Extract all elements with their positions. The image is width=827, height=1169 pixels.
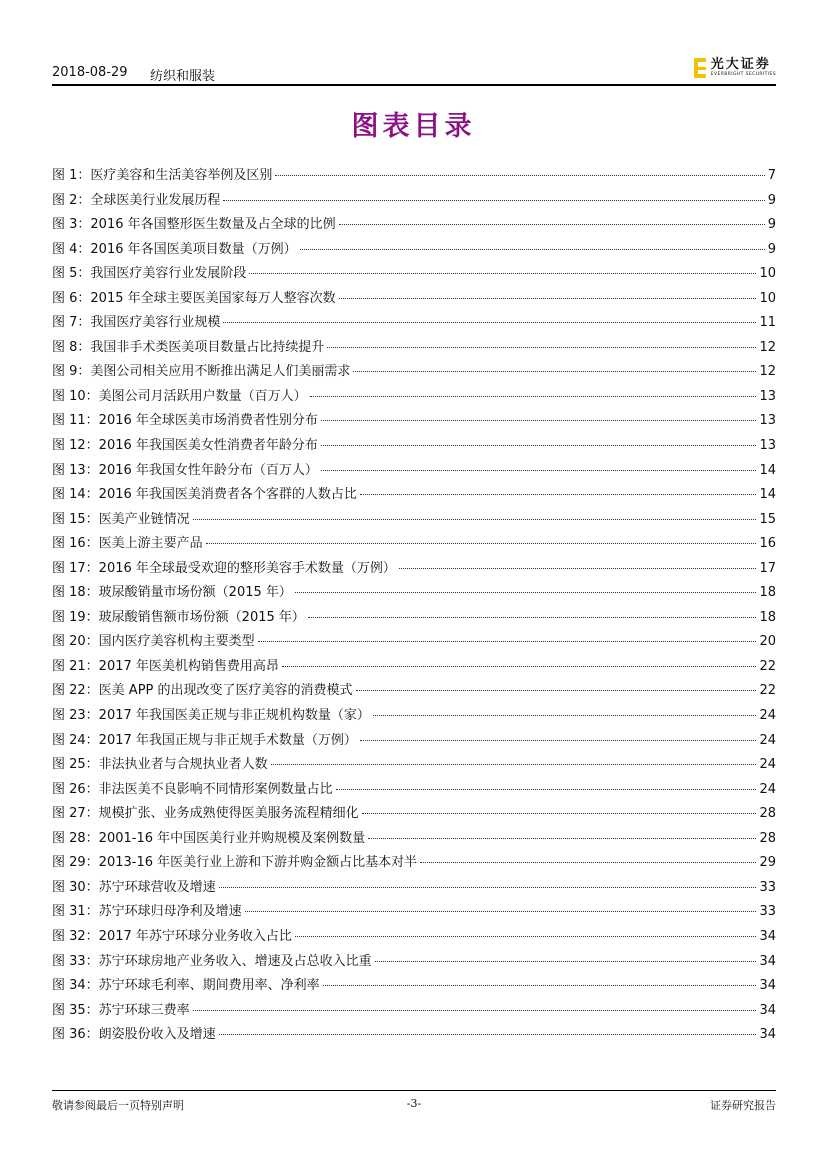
toc-entry-label: 图 2：全球医美行业发展历程 [52, 192, 221, 208]
toc-entry-page: 9 [767, 192, 776, 208]
toc-entry-page: 34 [759, 1027, 776, 1043]
toc-entry[interactable] [52, 827, 776, 852]
toc-entry-label: 图 11：2016 年全球医美市场消费者性别分布 [52, 413, 318, 429]
toc-entry[interactable] [52, 238, 776, 263]
toc-entry[interactable] [52, 778, 776, 803]
toc-entry[interactable] [52, 557, 776, 582]
toc-entry-page: 24 [759, 757, 776, 773]
toc-entry[interactable] [52, 1023, 776, 1048]
toc-dot-leader [339, 224, 765, 225]
toc-dot-leader [353, 371, 756, 372]
toc-dot-leader [271, 764, 757, 765]
toc-entry-label: 图 29：2013-16 年医美行业上游和下游并购金额占比基本对半 [52, 855, 418, 871]
header-divider [52, 84, 776, 86]
toc-entry[interactable] [52, 900, 776, 925]
toc-entry-label: 图 20：国内医疗美容机构主要类型 [52, 634, 255, 650]
toc-entry-page: 18 [759, 609, 776, 625]
toc-entry-page: 18 [759, 585, 776, 601]
toc-entry-page: 34 [759, 978, 776, 994]
toc-entry-label: 图 30：苏宁环球营收及增速 [52, 879, 216, 895]
toc-entry-label: 图 1：医疗美容和生活美容举例及区别 [52, 168, 273, 183]
toc-entry-label: 图 5：我国医疗美容行业发展阶段 [52, 266, 247, 282]
toc-dot-leader [295, 592, 757, 593]
toc-dot-leader [308, 617, 757, 618]
logo-english-name: EVERBRIGHT SECURITIES [710, 72, 776, 78]
toc-entry-page: 24 [759, 708, 776, 724]
toc-entry[interactable] [52, 729, 776, 754]
toc-dot-leader [327, 347, 756, 348]
toc-entry-label: 图 31：苏宁环球归母净利及增速 [52, 904, 242, 920]
toc-entry-page: 15 [759, 511, 776, 527]
toc-entry-page: 10 [759, 290, 776, 306]
toc-entry-label: 图 9：美图公司相关应用不断推出满足人们美丽需求 [52, 364, 351, 380]
toc-entry-label: 图 19：玻尿酸销售额市场份额（2015 年） [52, 609, 305, 625]
toc-entry-page: 20 [759, 634, 776, 650]
toc-entry-label: 图 35：苏宁环球三费率 [52, 1002, 190, 1018]
toc-entry-label: 图 22：医美 APP 的出现改变了医疗美容的消费模式 [52, 683, 353, 699]
toc-dot-leader [275, 175, 764, 176]
toc-entry[interactable] [52, 876, 776, 901]
toc-dot-leader [219, 887, 757, 888]
toc-entry-label: 图 34：苏宁环球毛利率、期间费用率、净利率 [52, 978, 320, 994]
toc-entry[interactable] [52, 459, 776, 484]
toc-entry-label: 图 13：2016 年我国女性年龄分布（百万人） [52, 462, 318, 478]
toc-entry-label: 图 23：2017 年我国医美正规与非正规机构数量（家） [52, 708, 370, 724]
toc-entry-page: 24 [759, 781, 776, 797]
toc-entry[interactable] [52, 189, 776, 214]
logo-mark-icon [694, 58, 706, 78]
toc-dot-leader [223, 200, 764, 201]
toc-entry[interactable] [52, 679, 776, 704]
toc-entry-label: 图 27：规模扩张、业务成熟使得医美服务流程精细化 [52, 806, 359, 822]
toc-entry-page: 13 [759, 388, 776, 404]
toc-entry-label: 图 26：非法医美不良影响不同情形案例数量占比 [52, 781, 333, 797]
toc-dot-leader [295, 936, 757, 937]
toc-entry-page: 22 [759, 658, 776, 674]
toc-entry-label: 图 25：非法执业者与合规执业者人数 [52, 757, 268, 773]
toc-entry[interactable] [52, 753, 776, 778]
toc-dot-leader [420, 862, 756, 863]
toc-dot-leader [193, 1010, 757, 1011]
toc-entry[interactable] [52, 802, 776, 827]
page-title: 图表目录 [351, 111, 476, 142]
toc-dot-leader [356, 690, 757, 691]
toc-entry-page: 17 [759, 560, 776, 576]
brand-logo [694, 55, 776, 81]
toc-dot-leader [223, 322, 756, 323]
toc-dot-leader [282, 666, 757, 667]
toc-dot-leader [375, 961, 757, 962]
toc-entry-page: 33 [759, 904, 776, 920]
toc-entry-label: 图 14：2016 年我国医美消费者各个客群的人数占比 [52, 487, 357, 503]
toc-dot-leader [245, 911, 757, 912]
toc-dot-leader [258, 641, 757, 642]
toc-dot-leader [321, 420, 757, 421]
toc-entry-page: 11 [759, 315, 776, 331]
toc-entry-label: 图 6：2015 年全球主要医美国家每万人整容次数 [52, 290, 336, 306]
toc-entry[interactable] [52, 851, 776, 876]
toc-entry-page: 14 [759, 462, 776, 478]
toc-entry-label: 图 24：2017 年我国正规与非正规手术数量（万例） [52, 732, 357, 748]
toc-dot-leader [321, 470, 757, 471]
toc-entry-page: 34 [759, 1002, 776, 1018]
disclaimer-note: 敬请参阅最后一页特别声明 [52, 1099, 184, 1112]
toc-entry[interactable] [52, 581, 776, 606]
toc-entry[interactable] [52, 508, 776, 533]
toc-entry-label: 图 10：美图公司月活跃用户数量（百万人） [52, 388, 307, 404]
toc-dot-leader [300, 249, 765, 250]
toc-entry[interactable] [52, 532, 776, 557]
toc-entry-label: 图 3：2016 年各国整形医生数量及占全球的比例 [52, 217, 336, 233]
toc-entry-page: 28 [759, 830, 776, 846]
toc-entry-label: 图 15：医美产业链情况 [52, 511, 190, 527]
table-of-figures [52, 164, 776, 1048]
toc-entry-page: 29 [759, 855, 776, 871]
toc-entry-page: 13 [759, 438, 776, 454]
logo-chinese-name: 光大证券 [710, 57, 771, 73]
toc-dot-leader [336, 789, 757, 790]
toc-entry-page: 28 [759, 806, 776, 822]
industry-label: 纺织和服装 [150, 69, 216, 84]
toc-dot-leader [339, 298, 757, 299]
footer-divider [52, 1090, 776, 1091]
page-header [52, 55, 776, 85]
toc-entry-page: 34 [759, 953, 776, 969]
toc-entry[interactable] [52, 385, 776, 410]
toc-dot-leader [249, 273, 756, 274]
toc-entry[interactable] [52, 336, 776, 361]
toc-entry[interactable] [52, 925, 776, 950]
toc-dot-leader [323, 985, 757, 986]
toc-entry-page: 13 [759, 413, 776, 429]
page-footer [52, 1097, 776, 1115]
toc-dot-leader [193, 519, 757, 520]
toc-entry-page: 10 [759, 266, 776, 282]
toc-entry[interactable] [52, 409, 776, 434]
toc-entry[interactable] [52, 999, 776, 1024]
toc-entry[interactable] [52, 434, 776, 459]
toc-entry[interactable] [52, 213, 776, 238]
toc-entry-label: 图 17：2016 年全球最受欢迎的整形美容手术数量（万例） [52, 560, 396, 576]
toc-entry-page: 9 [767, 217, 776, 233]
toc-entry[interactable] [52, 360, 776, 385]
toc-entry-label: 图 32：2017 年苏宁环球分业务收入占比 [52, 928, 292, 944]
toc-dot-leader [360, 494, 757, 495]
toc-entry[interactable] [52, 606, 776, 631]
toc-dot-leader [219, 1034, 757, 1035]
toc-entry-page: 24 [759, 732, 776, 748]
page-number: -3- [406, 1097, 422, 1110]
toc-dot-leader [368, 838, 756, 839]
report-date: 2018-08-29 [52, 65, 128, 80]
toc-entry-page: 7 [767, 168, 776, 183]
toc-entry[interactable] [52, 262, 776, 287]
toc-entry-page: 9 [767, 241, 776, 257]
toc-dot-leader [373, 715, 757, 716]
toc-entry[interactable] [52, 287, 776, 312]
toc-dot-leader [310, 396, 757, 397]
toc-entry[interactable] [52, 655, 776, 680]
toc-entry-label: 图 36：朗姿股份收入及增速 [52, 1027, 216, 1043]
toc-entry-page: 12 [759, 364, 776, 380]
toc-entry-label: 图 12：2016 年我国医美女性消费者年龄分布 [52, 438, 318, 454]
toc-dot-leader [399, 568, 757, 569]
toc-entry-page: 12 [759, 339, 776, 355]
toc-entry[interactable] [52, 974, 776, 999]
toc-entry-page: 14 [759, 487, 776, 503]
toc-entry-label: 图 8：我国非手术类医美项目数量占比持续提升 [52, 339, 325, 355]
toc-entry-label: 图 4：2016 年各国医美项目数量（万例） [52, 241, 297, 257]
toc-entry-page: 22 [759, 683, 776, 699]
toc-entry-label: 图 33：苏宁环球房地产业务收入、增速及占总收入比重 [52, 953, 372, 969]
toc-dot-leader [362, 813, 757, 814]
report-type: 证券研究报告 [710, 1099, 776, 1112]
toc-dot-leader [360, 740, 757, 741]
toc-entry[interactable] [52, 483, 776, 508]
toc-entry[interactable] [52, 311, 776, 336]
toc-entry-label: 图 16：医美上游主要产品 [52, 536, 203, 552]
toc-dot-leader [321, 445, 757, 446]
toc-entry[interactable] [52, 704, 776, 729]
toc-entry-label: 图 18：玻尿酸销量市场份额（2015 年） [52, 585, 292, 601]
toc-entry-page: 34 [759, 928, 776, 944]
toc-entry-label: 图 21：2017 年医美机构销售费用高昂 [52, 658, 279, 674]
toc-entry-label: 图 7：我国医疗美容行业规模 [52, 315, 221, 331]
toc-entry-page: 16 [759, 536, 776, 552]
toc-entry-label: 图 28：2001-16 年中国医美行业并购规模及案例数量 [52, 830, 366, 846]
toc-dot-leader [206, 543, 757, 544]
toc-entry-page: 33 [759, 879, 776, 895]
toc-entry[interactable] [52, 950, 776, 975]
toc-entry[interactable] [52, 164, 776, 189]
toc-entry[interactable] [52, 630, 776, 655]
